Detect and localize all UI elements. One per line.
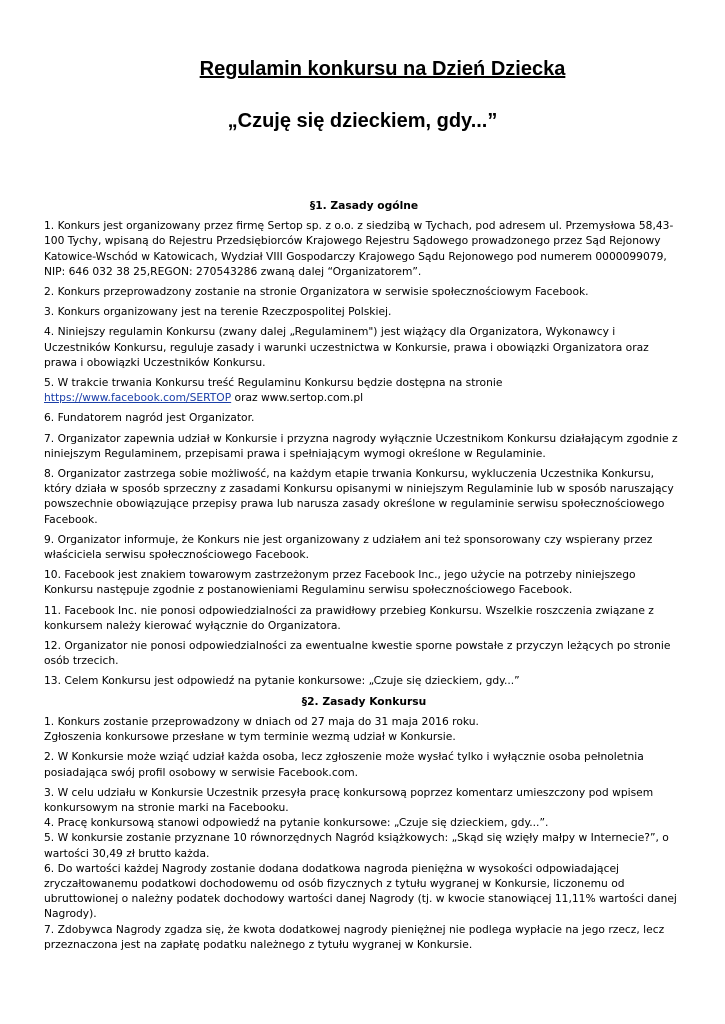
paragraph: 2. Konkurs przeprowadzony zostanie na stronie Organizatora w serwisie społecznościowym Facebook.: [44, 285, 589, 299]
paragraph: 11. Facebook Inc. nie ponosi odpowiedzialności za prawidłowy przebieg Konkursu. Wszelkie roszczenia związane z konkursem należy kierować wyłącznie do Organizatora.: [44, 603, 654, 632]
paragraph: 4. Pracę konkursową stanowi odpowiedź na pytanie konkursowe: „Czuje się dzieckiem, gdy...”.: [44, 816, 549, 830]
paragraph-text: 5. W trakcie trwania Konkursu treść Regulaminu Konkursu będzie dostępna na stronie: [44, 376, 503, 390]
paragraph: 6. Do wartości każdej Nagrody zostanie dodana dodatkowa nagroda pieniężna w wysokości odpowiadającej zryczałtowanemu podatkowi dochodowemu od osób fizycznych z tytułu wygranej w Konkursie, liczonemu od ubruttowionej o należny podatek dochodowy wartości danej Nagrody (tj. w kwocie stanowiącej 11,11% wartości danej Nagrody).: [44, 861, 677, 921]
paragraph: 10. Facebook jest znakiem towarowym zastrzeżonym przez Facebook Inc., jego użycie na potrzeby niniejszego Konkursu następuje zgodnie z postanowieniami Regulaminu serwisu społecznościowego Facebook.: [44, 568, 636, 597]
paragraph: 3. W celu udziału w Konkursie Uczestnik przesyła pracę konkursową poprzez komentarz umieszczony pod wpisem konkursowym na stronie marki na Facebooku.: [44, 785, 654, 814]
paragraph: 7. Organizator zapewnia udział w Konkursie i przyzna nagrody wyłącznie Uczestnikom Konkursu działającym zgodnie z niniejszym Regulaminem, przepisami prawa i spełniającym wymogi określone w Regulaminie.: [44, 431, 678, 460]
document-subtitle: „Czuję się dzieckiem, gdy...”: [227, 110, 498, 132]
facebook-link[interactable]: https://www.facebook.com/SERTOP: [44, 391, 232, 405]
paragraph: 3. Konkurs organizowany jest na terenie Rzeczpospolitej Polskiej.: [44, 305, 392, 319]
paragraph: 2. W Konkursie może wziąć udział każda osoba, lecz zgłoszenie może wysłać tylko i wyłącznie osoba pełnoletnia posiadająca swój profil osobowy w serwisie Facebook.com.: [44, 750, 644, 779]
document-title: Regulamin konkursu na Dzień Dziecka: [199, 58, 566, 80]
paragraph: 6. Fundatorem nagród jest Organizator.: [44, 411, 255, 425]
document-body: [44, 198, 684, 952]
paragraph: 12. Organizator nie ponosi odpowiedzialności za ewentualne kwestie sporne powstałe z przyczyn leżących po stronie osób trzecich.: [44, 639, 671, 668]
paragraph: 7. Zdobywca Nagrody zgadza się, że kwota dodatkowej nagrody pieniężnej nie podlega wypłacie na jego rzecz, lecz przeznaczona jest na zapłatę podatku należnego z tytułu wygranej w Konkursie.: [44, 922, 665, 951]
paragraph: 9. Organizator informuje, że Konkurs nie jest organizowany z udziałem ani też sponsorowany czy wspierany przez właściciela serwisu społecznościowego Facebook.: [44, 532, 653, 562]
section-2-heading: §2. Zasady Konkursu: [301, 694, 427, 708]
paragraph: 1. Konkurs zostanie przeprowadzony w dniach od 27 maja do 31 maja 2016 roku.: [44, 714, 479, 728]
paragraph: 1. Konkurs jest organizowany przez firmę Sertop sp. z o.o. z siedzibą w Tychach, pod adresem ul. Przemysłowa 58,43-100 Tychy, wpisaną do Rejestru Przedsiębiorców Krajowego Rejestru Sądowego prowadzonego przez Sąd Rejonowy Katowice-Wschód w Katowicach, Wydział VIII Gospodarczy Krajowego Sądu Rejonowego pod numerem 0000099079, NIP: 646 032 38 25,REGON: 270543286 zwaną dalej “Organizatorem”.: [44, 219, 674, 278]
paragraph: 4. Niniejszy regulamin Konkursu (zwany dalej „Regulaminem") jest wiążący dla Organizatora, Wykonawcy i Uczestników Konkursu, reguluje zasady i warunki uczestnictwa w Konkursie, prawa i obowiązki Organizatora oraz prawa i obowiązki Uczestników Konkursu.: [44, 325, 649, 369]
paragraph: Zgłoszenia konkursowe przesłane w tym terminie wezmą udział w Konkursie.: [44, 730, 456, 744]
paragraph-with-link: [44, 375, 684, 405]
paragraph: 5. W konkursie zostanie przyznane 10 równorzędnych Nagród książkowych: „Skąd się wzięły małpy w Internecie?”, o wartości 30,49 zł brutto każda.: [44, 831, 669, 860]
paragraph: 13. Celem Konkursu jest odpowiedź na pytanie konkursowe: „Czuje się dzieckiem, gdy...”: [44, 674, 520, 688]
paragraph: 8. Organizator zastrzega sobie możliwość, na każdym etapie trwania Konkursu, wykluczenia Uczestnika Konkursu, który działa w sposób sprzeczny z zasadami Konkursu opisanymi w niniejszym Regulaminie lub w sposób naruszający powszechnie obowiązujące przepisy prawa lub narusza zasady określone w regulaminie serwisu społecznościowego Facebook.: [44, 467, 674, 526]
section-1-heading: §1. Zasady ogólne: [309, 199, 419, 212]
paragraph-text-after: oraz www.sertop.com.pl: [231, 391, 364, 405]
